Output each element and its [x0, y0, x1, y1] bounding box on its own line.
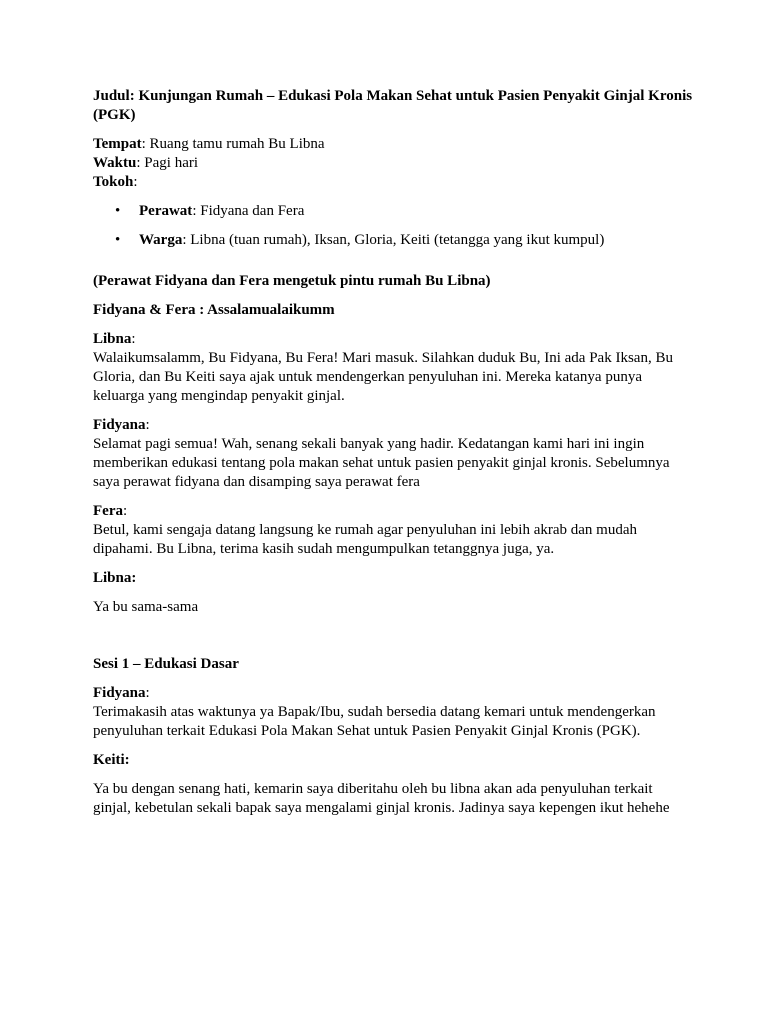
dialogue-block: Fidyana: Selamat pagi semua! Wah, senang sekali banyak yang hadir. Kedatangan kami hari ini ingin memberikan edukasi tentang pola makan sehat untuk pasien penyakit ginjal kronis. Sebelumnya saya perawat fidyana dan disamping saya perawat fera [93, 416, 693, 492]
dialogue-block: Fidyana: Terimakasih atas waktunya ya Bapak/Ibu, sudah bersedia datang kemari untuk mendengerkan penyuluhan terkait Edukasi Pola Makan Sehat untuk Pasien Penyakit Ginjal Kronis (PGK). [93, 684, 693, 741]
bullet-icon: • [115, 232, 121, 248]
dialogue-block: Libna: Walaikumsalamm, Bu Fidyana, Bu Fera! Mari masuk. Silahkan duduk Bu, Ini ada Pak Iksan, Bu Gloria, dan Bu Keiti saya ajak untuk mendengerkan penyuluhan ini. Mereka katanya punya keluarga yang mengindap penyakit ginjal. [93, 330, 693, 406]
dialogue-text: Selamat pagi semua! Wah, senang sekali banyak yang hadir. Kedatangan kami hari ini ingin memberikan edukasi tentang pola makan sehat untuk pasien penyakit ginjal kronis. Sebelumnya saya perawat fidyana dan disamping saya perawat fera [93, 436, 670, 490]
time-label: Waktu [93, 155, 137, 171]
cast-role: Warga [139, 232, 183, 248]
dialogue-block: Fera: Betul, kami sengaja datang langsung ke rumah agar penyuluhan ini lebih akrab dan mudah dipahami. Bu Libna, terima kasih sudah mengumpulkan tetanggnya juga, ya. [93, 502, 693, 559]
greeting-line: Fidyana & Fera : Assalamualaikumm [93, 302, 335, 318]
speaker-name: Libna [93, 331, 132, 347]
dialogue-text: Ya bu dengan senang hati, kemarin saya diberitahu oleh bu libna akan ada penyuluhan terkait ginjal, kebetulan sekali bapak saya mengalami ginjal kronis. Jadinya saya kepengen ikut hehehe [93, 781, 670, 816]
speaker-name: Fidyana [93, 417, 146, 433]
cast-line: Tokoh: [93, 174, 138, 190]
dialogue-text: Ya bu sama-sama [93, 599, 199, 615]
time-line: Waktu: Pagi hari [93, 155, 199, 171]
stage-direction: (Perawat Fidyana dan Fera mengetuk pintu rumah Bu Libna) [93, 273, 491, 289]
dialogue-text: Walaikumsalamm, Bu Fidyana, Bu Fera! Mari masuk. Silahkan duduk Bu, Ini ada Pak Iksan, Bu Gloria, dan Bu Keiti saya ajak untuk mendengerkan penyuluhan ini. Mereka katanya punya keluarga yang mengindap penyakit ginjal. [93, 350, 673, 404]
speaker-name: Libna: [93, 570, 137, 586]
cast-role: Perawat [139, 203, 193, 219]
dialogue-text: Betul, kami sengaja datang langsung ke rumah agar penyuluhan ini lebih akrab dan mudah dipahami. Bu Libna, terima kasih sudah mengumpulkan tetanggnya juga, ya. [93, 522, 638, 557]
section-heading: Sesi 1 – Edukasi Dasar [93, 656, 239, 672]
place-label: Tempat [93, 136, 142, 152]
cast-names: Libna (tuan rumah), Iksan, Gloria, Keiti (tetangga yang ikut kumpul) [190, 232, 605, 248]
title-text: Kunjungan Rumah – Edukasi Pola Makan Sehat untuk Pasien Penyakit Ginjal Kronis (PGK) [93, 88, 693, 123]
time-value: Pagi hari [144, 155, 199, 171]
cast-list [93, 202, 693, 250]
place-line: Tempat: Ruang tamu rumah Bu Libna [93, 136, 325, 152]
list-item: • Perawat: Fidyana dan Fera [115, 203, 305, 219]
document-page [93, 87, 693, 818]
title-label: Judul [93, 88, 130, 104]
speaker-name: Fidyana [93, 685, 146, 701]
place-value: Ruang tamu rumah Bu Libna [149, 136, 325, 152]
speaker-name: Fera [93, 503, 123, 519]
cast-label: Tokoh [93, 174, 134, 190]
speaker-name: Keiti: [93, 752, 130, 768]
document-title: Judul: Kunjungan Rumah – Edukasi Pola Makan Sehat untuk Pasien Penyakit Ginjal Kronis (PGK) [93, 88, 693, 123]
cast-names: Fidyana dan Fera [200, 203, 305, 219]
scene-meta [93, 135, 693, 192]
bullet-icon: • [115, 203, 121, 219]
list-item: • Warga: Libna (tuan rumah), Iksan, Gloria, Keiti (tetangga yang ikut kumpul) [115, 232, 605, 248]
dialogue-text: Terimakasih atas waktunya ya Bapak/Ibu, sudah bersedia datang kemari untuk mendengerkan penyuluhan terkait Edukasi Pola Makan Sehat untuk Pasien Penyakit Ginjal Kronis (PGK). [93, 704, 656, 739]
